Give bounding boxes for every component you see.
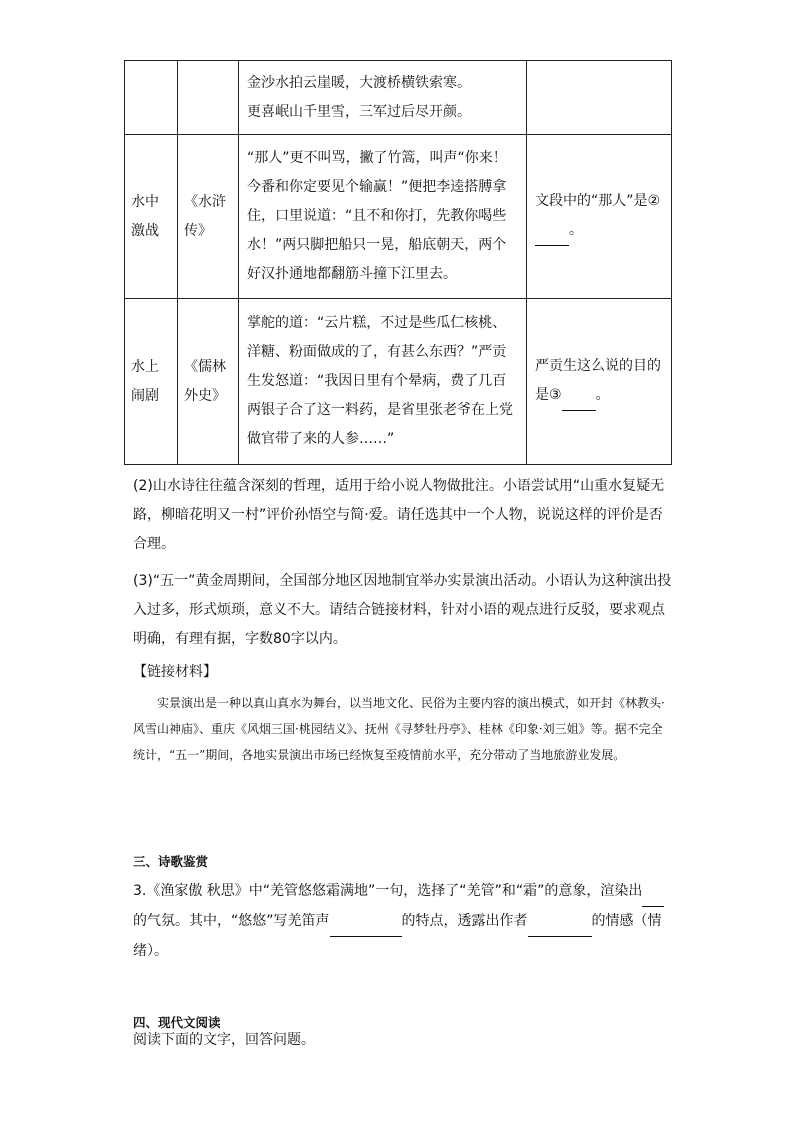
book-title: 《儒林外史》 [184,358,226,404]
link-material-title: 【链接材料】 [133,664,217,680]
question-number: ③ [549,387,562,403]
question-prefix: 文段中的“那人”是 [535,193,648,209]
table-row [125,61,672,135]
question-text [527,187,671,246]
answer-blank[interactable] [642,877,664,907]
table-cell-book [178,135,239,299]
section-intro: 阅读下面的文字，回答问题。 [133,1032,315,1048]
link-material-text: 实景演出是一种以真山真水为舞台，以当地文化、民俗为主要内容的演出模式，如开封《林教头·风雪山神庙》、重庆《风烟三国·桃园结义》、抚州《寻梦牡丹亭》、桂林《印象·刘三姐》等。据不完全统计，“五一”期间，各地实景演出市场已经恢复至疫情前水平，充分带动了当地旅游业发展。 [133,696,665,762]
literature-water-scenes-table [124,60,672,465]
poem-line-2: 更喜岷山千里雪，三军过后尽开颜。 [247,103,471,120]
table-cell-empty [527,61,672,135]
table-cell-question [527,299,672,465]
excerpt-text: “那人”更不叫骂，撇了竹篙，叫声“你来！今番和你定要见个输赢！”便把李逵搭膊拿住，口里说道：“且不和你打，先教你喝些水！”两只脚把船只一晃，船底朝天，两个好汉扑通地都翻筋斗撞下江里去。 [247,150,507,282]
scene-label: 水上闹剧 [131,358,159,404]
answer-blank[interactable] [535,216,569,246]
table-cell-excerpt [239,135,527,299]
table-cell-scene [125,135,178,299]
question-suffix: 。 [569,222,583,238]
question-number: ② [647,193,661,209]
table-cell-empty [178,61,239,135]
question-poem [133,877,673,966]
question-line-1: 严贡生这么说的目的 [535,358,661,374]
book-title: 《水浒传》 [184,193,226,239]
question-suffix: 。 [595,387,610,403]
scene-label: 水中激战 [131,193,159,239]
answer-blank[interactable] [330,907,402,937]
question-text: 3.《渔家傲 秋思》中“羌管悠悠霜满地”一句，选择了“羌管”和“霜”的意象，渲染出 [133,883,643,899]
table-cell-scene [125,299,178,465]
answer-blank[interactable] [562,381,596,411]
table-row [125,135,672,299]
section-title-modern-reading: 四、现代文阅读 [133,1015,221,1030]
section-title-poetry: 三、诗歌鉴赏 [133,854,209,869]
question-text [527,352,671,411]
question-text: 的气氛。其中，“悠悠”写羌笛声 [133,913,330,929]
question-2: (2)山水诗往往蕴含深刻的哲理，适用于给小说人物做批注。小语尝试用“山重水复疑无路，柳暗花明又一村”评价孙悟空与简·爱。请任选其中一个人物，说说这样的评价是否合理。 [133,478,665,552]
question-text: 的特点，透露出作者 [401,913,528,929]
answer-blank[interactable] [528,907,592,937]
question-prefix: 是 [535,387,549,403]
excerpt-text: 掌舵的道：“云片糕，不过是些瓜仁核桃、洋糖、粉面做成的了，有甚么东西？”严贡生发怒道：“我因日里有个晕病，费了几百两银子合了这一料药，是省里张老爷在上党做官带了来的人参……” [247,315,513,447]
poem-line-1: 金沙水拍云崖暖，大渡桥横铁索寒。 [247,74,471,91]
table-cell-question [527,135,672,299]
question-3: (3)“五一”黄金周期间，全国部分地区因地制宜举办实景演出活动。小语认为这种演出投入过多，形式烦琐，意义不大。请结合链接材料，针对小语的观点进行反驳，要求观点明确，有理有据，字数80字以内。 [133,573,672,647]
table-row [125,299,672,465]
table-cell-poem [239,61,527,135]
table-cell-empty [125,61,178,135]
question-text: 的情感（情绪）。 [133,913,662,959]
table-cell-excerpt [239,299,527,465]
table-cell-book [178,299,239,465]
